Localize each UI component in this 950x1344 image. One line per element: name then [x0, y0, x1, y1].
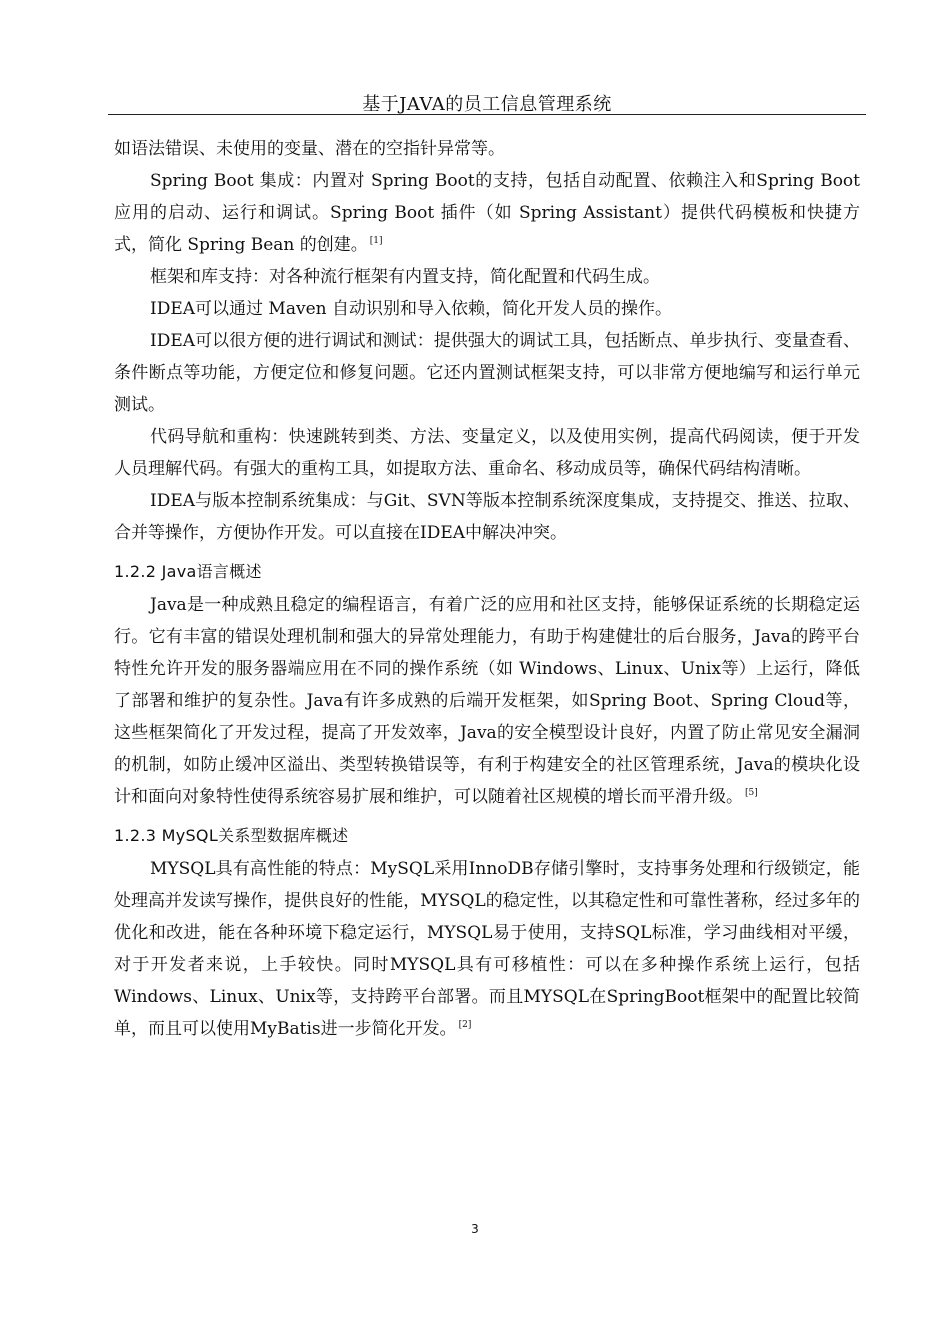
paragraph-text: Spring Boot 集成：内置对 Spring Boot的支持，包括自动配置、依赖注入和Spring Boot 应用的启动、运行和调试。Spring Boot 插件（如 Spring Assistant）提供代码模板和快捷方式，简化 Spring Bean 的创建。 — [114, 171, 860, 255]
citation-ref: [2] — [458, 1020, 472, 1030]
paragraph-mysql-overview — [114, 853, 860, 1045]
paragraph-java-overview — [114, 589, 860, 813]
citation-ref: [5] — [745, 788, 758, 798]
paragraph-spring-boot — [114, 165, 860, 261]
paragraph-framework-support: 框架和库支持：对各种流行框架有内置支持，简化配置和代码生成。 — [150, 267, 660, 287]
paragraph-debug-test: IDEA可以很方便的进行调试和测试：提供强大的调试工具，包括断点、单步执行、变量查看、条件断点等功能，方便定位和修复问题。它还内置测试框架支持，可以非常方便地编写和运行单元测试。 — [114, 331, 860, 415]
paragraph-text: MYSQL具有高性能的特点：MySQL采用InnoDB存储引擎时，支持事务处理和行级锁定，能处理高并发读写操作，提供良好的性能，MYSQL的稳定性，以其稳定性和可靠性著称，经过多年的优化和改进，能在各种环境下稳定运行，MYSQL易于使用，支持SQL标准，学习曲线相对平缓，对于开发者来说，上手较快。同时MYSQL具有可移植性：可以在多种操作系统上运行，包括Windows、Linux、Unix等，支持跨平台部署。而且MYSQL在SpringBoot框架中的配置比较简单，而且可以使用MyBatis进一步简化开发。 — [114, 859, 860, 1039]
paragraph-continuation: 如语法错误、未使用的变量、潜在的空指针异常等。 — [114, 139, 505, 159]
page-number: 3 — [471, 1222, 479, 1236]
running-header: 基于JAVA的员工信息管理系统 — [362, 94, 612, 115]
paragraph-maven: IDEA可以通过 Maven 自动识别和导入依赖，简化开发人员的操作。 — [150, 299, 672, 319]
section-heading-mysql: 1.2.3 MySQL关系型数据库概述 — [114, 826, 349, 845]
section-heading-java: 1.2.2 Java语言概述 — [114, 562, 262, 581]
paragraph-text: Java是一种成熟且稳定的编程语言，有着广泛的应用和社区支持，能够保证系统的长期稳定运行。它有丰富的错误处理机制和强大的异常处理能力，有助于构建健壮的后台服务，Java的跨平台特性允许开发的服务器端应用在不同的操作系统（如 Windows、Linux、Unix等）上运行，降低了部署和维护的复杂性。Java有许多成熟的后端开发框架，如Spring Boot、Spring Cloud等，这些框架简化了开发过程，提高了开发效率，Java的安全模型设计良好，内置了防止常见安全漏洞的机制，如防止缓冲区溢出、类型转换错误等，有利于构建安全的社区管理系统，Java的模块化设计和面向对象特性使得系统容易扩展和维护，可以随着社区规模的增长而平滑升级。 — [114, 595, 860, 807]
header-rule — [108, 114, 866, 115]
page-body — [114, 133, 860, 1045]
paragraph-navigation-refactor: 代码导航和重构：快速跳转到类、方法、变量定义，以及使用实例，提高代码阅读，便于开发人员理解代码。有强大的重构工具，如提取方法、重命名、移动成员等，确保代码结构清晰。 — [114, 427, 860, 479]
citation-ref: [1] — [369, 236, 383, 246]
paragraph-version-control: IDEA与版本控制系统集成：与Git、SVN等版本控制系统深度集成，支持提交、推送、拉取、合并等操作，方便协作开发。可以直接在IDEA中解决冲突。 — [114, 491, 860, 543]
